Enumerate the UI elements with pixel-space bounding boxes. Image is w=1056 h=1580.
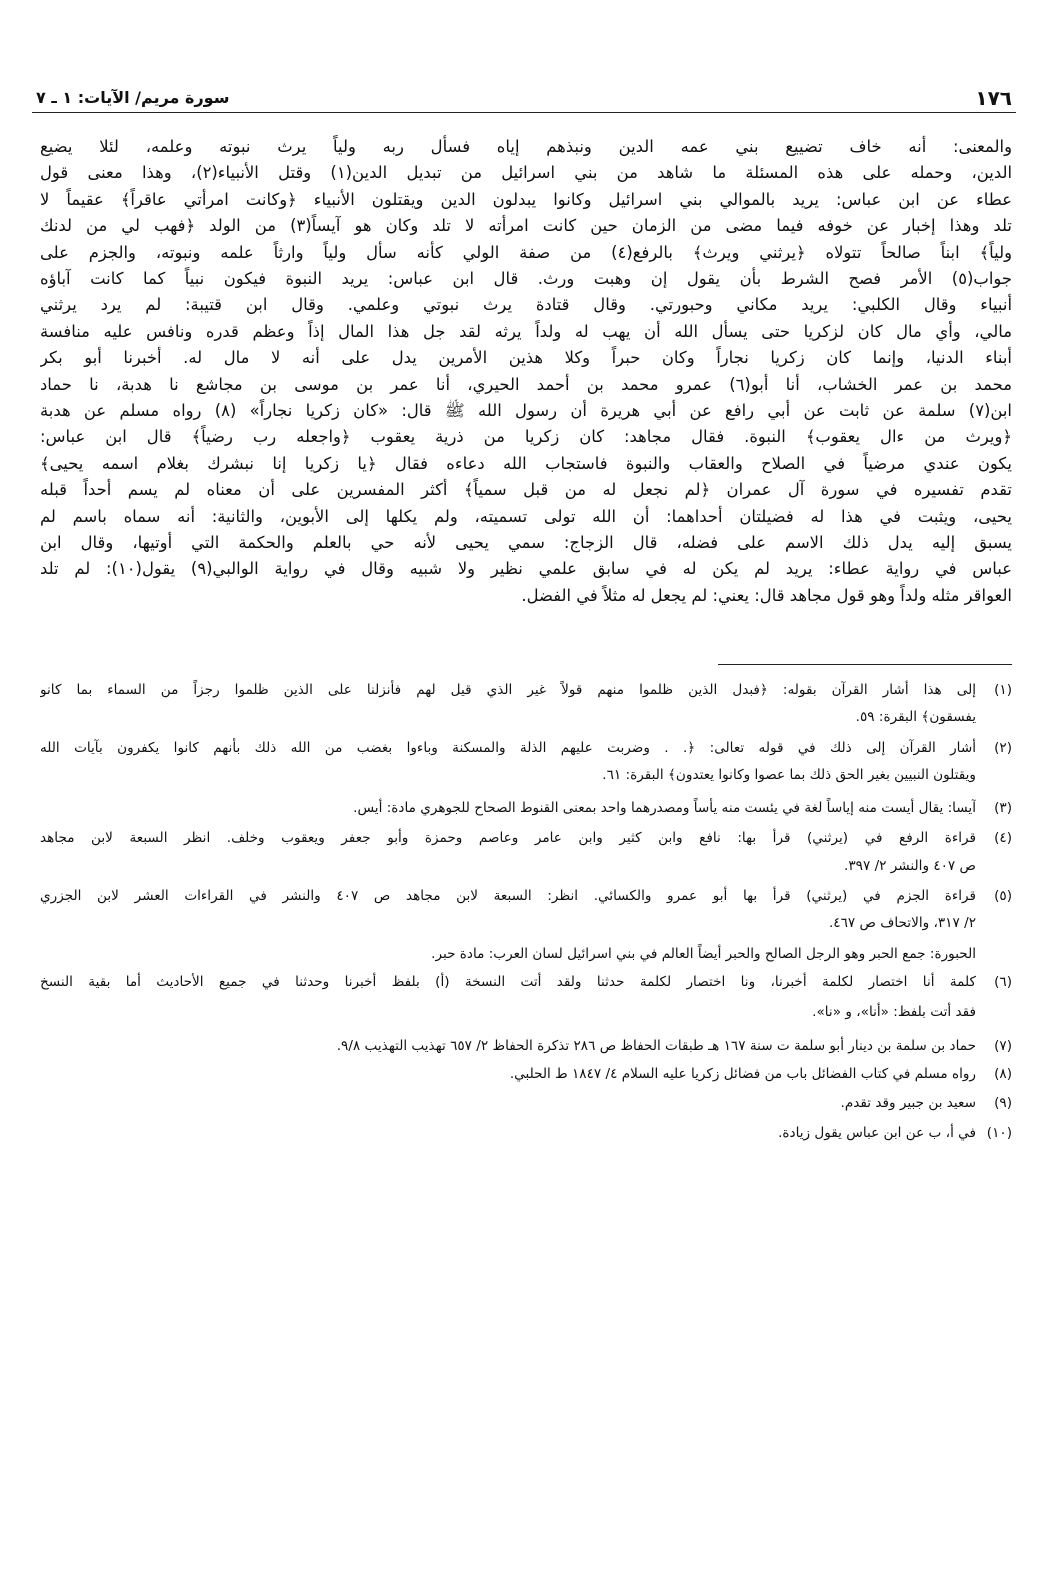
- footnote-text: أشار القرآن إلى ذلك في قوله تعالى: ﴿. . وضربت عليهم الذلة والمسكنة وباءوا بغضب من الله ذلك بأنهم كانوا يكفرون بآيات الله: [40, 740, 976, 756]
- text-line: أنبياء وقال الكلبي: يريد مكاني وحبورتي. وقال قتادة يرث نبوتي وعلمي. وقال ابن قتيبة: لم يرد يرثني: [40, 295, 1012, 315]
- text-line: ابن(٧) سلمة عن ثابت عن أبي رافع عن أبي هريرة أن رسول الله ﷺ قال: «كان زكريا نجاراً» (٨) رواه مسلم عن هدبة: [40, 401, 1012, 420]
- footnote: [40, 826, 1012, 878]
- footnote-number: (٨): [994, 1066, 1012, 1082]
- section-title: سورة مريم/ الآيات: ١ ـ ٧: [36, 88, 230, 107]
- text-line: محمد بن عمر الخشاب، أنا أبو(٦) عمرو محمد بن أحمد الحيري، أنا عمر بن موسى بن مجاشع نا هدبة، نا حماد: [40, 374, 1012, 394]
- footnote-continuation: يفسقون﴾ البقرة: ٥٩.: [855, 709, 976, 725]
- footnote-number: (٩): [994, 1095, 1012, 1111]
- text-line: أبناء الدنيا، وإنما كان زكريا نجاراً وكان حبراً وكلا هذين الأمرين يدل على أنه لا مال له. أخبرنا أبو بكر: [40, 348, 1012, 368]
- text-line: يسبق إليه يدل ذلك الاسم على فضله، قال الزجاج: سمي يحيى لأنه حي بالعلم والحكمة التي أوتيها، وقال ابن: [40, 533, 1012, 552]
- footnote-number: (١): [994, 682, 1012, 698]
- text-line: عباس في رواية عطاء: يريد لم يكن له في سابق علمي نظير ولا شبيه وقال في رواية الوالبي(٩) يقول(١٠): لم تلد: [40, 559, 1012, 579]
- footnote-continuation: ٢/ ٣١٧، والاتحاف ص ٤٦٧.: [828, 915, 976, 931]
- footnote: [40, 1034, 1012, 1058]
- footnote-number: (٣): [994, 800, 1012, 816]
- footnote-text: الحبورة: جمع الحبر وهو الرجل الصالح والحبر أيضاً العالم في بني اسرائيل لسان العرب: مادة حبر.: [431, 946, 976, 962]
- footnote: [40, 796, 1012, 820]
- text-line: عطاء عن ابن عباس: يريد بالموالي بني اسرائيل وكانوا يبدلون الدين ويقتلون الأنبياء ﴿وكانت امرأتي عاقراً﴾ عقيماً لا: [40, 189, 1012, 209]
- footnote-text: سعيد بن جبير وقد تقدم.: [840, 1095, 976, 1111]
- footnote-continuation: ص ٤٠٧ والنشر ٢/ ٣٩٧.: [844, 858, 976, 874]
- text-line: جواب(٥) الأمر فصح الشرط بأن يقول إن وهبت ورث. قال ابن عباس: يريد النبوة فيكون نبياً كما كانت آباؤه: [40, 269, 1012, 288]
- text-line: تقدم تفسيره في سورة آل عمران ﴿لم نجعل له من قبل سمياً﴾ أكثر المفسرين على أن معناه لم يسم أحداً قبله: [40, 480, 1012, 500]
- page-header: [32, 86, 1016, 112]
- footnote: [40, 678, 1012, 729]
- text-line: ﴿ويرث من ءال يعقوب﴾ النبوة. فقال مجاهد: كان زكريا من ذرية يعقوب ﴿واجعله رب رضياً﴾ قال ابن عباس:: [40, 427, 1012, 447]
- page-number: ١٧٦: [975, 86, 1012, 110]
- footnote: [40, 884, 1012, 935]
- text-line: تلد وهذا إخبار عن خوفه فيما مضى من الزمان حين كانت امرأته لا تلد وكان هو آيساً(٣) من الولد ﴿فهب لي من لدنك: [40, 216, 1012, 236]
- footnote: [40, 1091, 1012, 1115]
- footnote-text: في أ، ب عن ابن عباس يقول زيادة.: [778, 1125, 976, 1141]
- footnote-text: إلى هذا أشار القرآن بقوله: ﴿فبدل الذين ظلموا منهم قولاً غير الذي قيل لهم فأنزلنا على الذين ظلموا رجزاً من السماء بما كانو: [40, 682, 976, 698]
- footnote-continuation: ويقتلون النبيين بغير الحق ذلك بما عصوا وكانوا يعتدون﴾ البقرة: ٦١.: [602, 767, 976, 783]
- footnote-number: (١٠): [986, 1125, 1012, 1141]
- footnote: [40, 736, 1012, 787]
- footnote-separator: [718, 664, 1012, 665]
- footnote-text: رواه مسلم في كتاب الفضائل باب من فضائل زكريا عليه السلام ٤/ ١٨٤٧ ط الحلبي.: [509, 1066, 976, 1082]
- footnote-text: قراءة الجزم في (يرثني) قرأ بها أبو عمرو والكسائي. انظر: السبعة لابن مجاهد ص ٤٠٧ والنشر في القراءات العشر لابن الجزري: [40, 888, 976, 904]
- header-rule: [32, 112, 1016, 113]
- footnote: [40, 942, 1012, 966]
- footnote-number: (٤): [994, 830, 1012, 846]
- footnote-text: قراءة الرفع في (يرثني) قرأ بها: نافع وابن كثير وابن عامر وعاصم وحمزة وأبو جعفر ويعقوب وخلف. انظر السبعة لابن مجاهد: [40, 830, 976, 846]
- footnote-text: كلمة أنا اختصار لكلمة أخبرنا، ونا اختصار لكلمة حدثنا ولقد أتت النسخة (أ) بلفظ أخبرنا وحدثنا في جميع الأحاديث أما بقية النسخ: [40, 974, 976, 990]
- text-line: مالي، وأي مال كان لزكريا حتى يسأل الله أن يهب له ولداً يرثه لقد جل هذا المال إذاً وعظم قدره ونافس عليه منافسة: [40, 321, 1012, 341]
- footnote-number: (٧): [994, 1038, 1012, 1054]
- footnote: [40, 1062, 1012, 1086]
- text-line: العواقر مثله ولداً وهو قول مجاهد قال: يعني: لم يجعل له مثلاً في الفضل.: [521, 585, 1012, 605]
- footnote-number: (٥): [994, 888, 1012, 904]
- footnote-continuation: فقد أتت بلفظ: «أنا»، و «نا».: [812, 1004, 976, 1020]
- text-line: والمعنى: أنه خاف تضييع بني عمه الدين ونبذهم إياه فسأل ربه ولياً يرث نبوته وعلمه، لئلا يضيع: [40, 137, 1012, 156]
- footnote-number: (٢): [994, 740, 1012, 756]
- text-line: يحيى، ويثبت في هذا له فضيلتان أحداهما: أن الله تولى تسميته، ولم يكلها إلى الأبوين، والثانية: أنه سماه باسم لم: [40, 506, 1012, 526]
- text-line: يكون عندي مرضياً في الصلاح والعقاب والنبوة فاستجاب الله دعاءه فقال ﴿يا زكريا إنا نبشرك بغلام اسمه يحيى﴾: [40, 453, 1012, 473]
- footnote: [40, 1121, 1012, 1145]
- footnote: [40, 970, 1012, 1024]
- footnote-number: (٦): [994, 974, 1012, 990]
- text-line: ولياً﴾ ابناً صالحاً تتولاه ﴿يرثني ويرث﴾ بالرفع(٤) من صفة الولي كأنه سأل ولياً وارثاً علمه ونبوته، والجزم على: [40, 242, 1012, 262]
- footnote-text: حماد بن سلمة بن دينار أبو سلمة ت سنة ١٦٧ هـ طبقات الحفاظ ص ٢٨٦ تذكرة الحفاظ ٢/ ٦٥٧ تهذيب التهذيب ٩/٨.: [336, 1038, 976, 1054]
- text-line: الدين، وحمله على هذه المسئلة ما شاهد من بني اسرائيل من تبديل الدين(١) وقتل الأنبياء(٢)، وهذا معنى قول: [40, 163, 1012, 183]
- footnote-text: آيسا: يقال أيست منه إياساً لغة في يئست منه يأساً ومصدرهما واحد بمعنى القنوط الصحاح للجوهري مادة: أيس.: [353, 800, 976, 816]
